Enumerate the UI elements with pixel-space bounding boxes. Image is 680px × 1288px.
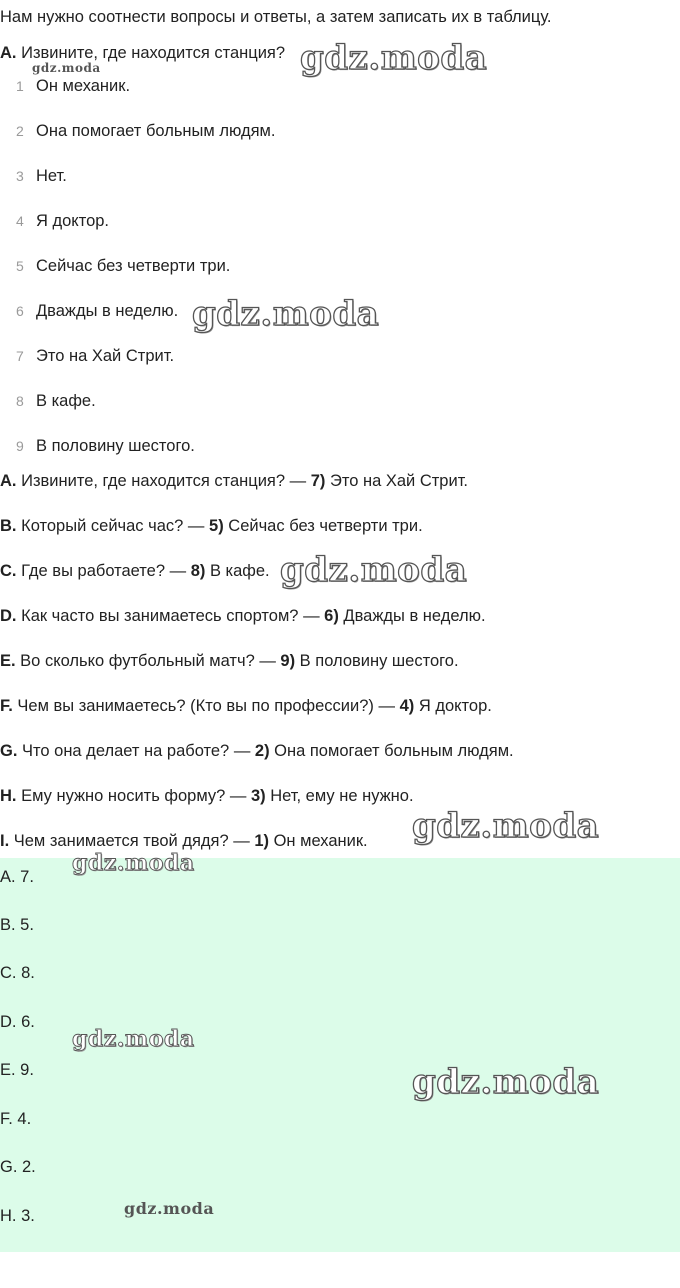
watermark-logo: gdz.moda [412,1062,600,1102]
watermark-logo: gdz.moda [32,61,101,75]
answer-item: C. 8. [0,964,35,982]
option-item: 6 Дважды в неделю. [16,302,179,320]
option-item: 4 Я доктор. [16,212,110,230]
answer-item: H. 3. [0,1207,35,1225]
matched-pair: I. Чем занимается твой дядя? — 1) Он механик. [0,832,368,850]
answer-item: E. 9. [0,1061,34,1079]
matched-pair: F. Чем вы занимаетесь? (Кто вы по профессии?) — 4) Я доктор. [0,697,492,715]
watermark-logo: gdz.moda [192,294,380,334]
matched-pair: B. Который сейчас час? — 5) Сейчас без четверти три. [0,517,423,535]
option-item: 1 Он механик. [16,77,131,95]
answer-table [0,858,680,1252]
watermark-logo: gdz.moda [72,1026,195,1052]
option-item: 9 В половину шестого. [16,437,195,455]
option-item: 3 Нет. [16,167,67,185]
matched-pair: D. Как часто вы занимаетесь спортом? — 6) Дважды в неделю. [0,607,486,625]
answer-item: A. 7. [0,868,34,886]
question-text: Извините, где находится станция? [16,44,286,62]
option-item: 2 Она помогает больным людям. [16,122,276,140]
matched-pair: E. Во сколько футбольный матч? — 9) В половину шестого. [0,652,459,670]
watermark-logo: gdz.moda [412,806,600,846]
watermark-logo: gdz.moda [72,850,195,876]
matched-pair: A. Извините, где находится станция? — 7) Это на Хай Стрит. [0,472,469,490]
task-instruction: Нам нужно соотнести вопросы и ответы, а затем записать их в таблицу. [0,8,552,26]
answer-item: D. 6. [0,1013,35,1031]
watermark-logo: gdz.moda [280,550,468,590]
option-item: 8 В кафе. [16,392,96,410]
matched-pair: H. Ему нужно носить форму? — 3) Нет, ему не нужно. [0,787,414,805]
watermark-logo: gdz.moda [124,1199,215,1218]
question-letter: A. [0,44,17,62]
answer-item: F. 4. [0,1110,32,1128]
answer-item: B. 5. [0,916,34,934]
answer-item: G. 2. [0,1158,36,1176]
option-item: 7 Это на Хай Стрит. [16,347,175,365]
option-item: 5 Сейчас без четверти три. [16,257,231,275]
matched-pair: C. Где вы работаете? — 8) В кафе. [0,562,270,580]
watermark-logo: gdz.moda [300,38,488,78]
matched-pair: G. Что она делает на работе? — 2) Она помогает больным людям. [0,742,514,760]
